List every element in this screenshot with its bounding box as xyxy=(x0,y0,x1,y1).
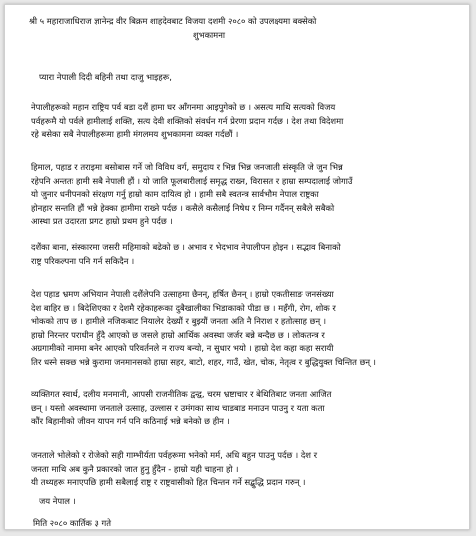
paragraph-line: अग्रगामीको नाममा बनेर आएको परिवर्तनले न राज्य बन्यो, न सुधार भयो । हाम्रो देश कहा कहा सरायी xyxy=(31,343,334,354)
paragraph-1 xyxy=(31,101,447,142)
paragraph-2 xyxy=(31,161,447,229)
paragraph-line: व्यक्तिगत स्वार्थ, दलीय मनमानी, आपसी राजनीतिक द्वन्द्व, चरम भ्रष्टाचार र बेथितिबाट जनता आजित xyxy=(31,389,332,399)
paragraph-line: तिर धस्ने सक्छ भन्ने कुरामा जनमानसको हाम्रा सहर, बाटो, शहर, गाउँ, खेत, चोक, नेतृत्व र बुद्धियुक्त चिन्तित छन् । xyxy=(31,356,376,367)
paragraph-line: भोकको ताप छ । हामीले नजिकबाट नियालेर देख्यौं र बुझ्यौं जनता अति नै निराश र हतोत्साह छन् । xyxy=(31,316,326,327)
paragraph-line: हिमाल, पहाड र तराइमा बसोबास गर्ने जो विविध वर्ग, समुदाय र भिन्न भिन्न जनजाती संस्कृति जे जुन भिन्न xyxy=(31,162,343,172)
paragraph-line: दशैंका बाना, संस्कारमा जसरी महिमाको बढेको छ । अभाव र भेदभाव नेपालीपन होइन । सद्भाव बिनाको xyxy=(31,242,341,252)
paragraph-6 xyxy=(31,449,447,490)
paragraph-5 xyxy=(31,388,447,429)
document-title-line-1: श्री ५ महाराजाधिराज ज्ञानेन्द्र वीर बिक्रम शाहदेवबाट विजया दशमी २०८० को उपलक्ष्यमा बक्सेको xyxy=(29,16,317,26)
salutation: प्यारा नेपाली दिदी बहिनी तथा दाजु भाइहरू, xyxy=(39,72,172,82)
closing-line: जय नेपाल । xyxy=(39,496,76,506)
paragraph-line: देश पहाड भ्रमण अभियान नेपाली दशैंलेपनि उत्साहमा छैनन्, हर्षित छैनन् । हाम्रो एकतीसाङ जनसंख्या xyxy=(31,289,334,299)
paragraph-line: रहेपनि अन्ततः हामी सबै नेपाली हौं । यो जाति फूलबारीलाई समृद्ध राख्न, विरासत र हाम्रा सम्पदालाई जोगाउँ xyxy=(31,175,353,186)
paragraph-3 xyxy=(31,241,447,268)
paragraph-line: पर्वहरूमै यो पर्वले हामीलाई शक्ति, सत्य देवी शक्तिको संवर्धन गर्न प्रेरणा प्रदान गर्दछ । देश तथा विदेशमा xyxy=(31,115,344,126)
document-title-line-2: शुभकामना xyxy=(193,30,226,40)
paragraph-line: जनता माथि अब कुनै प्रकारको जात हुनु हुँदैन - हाम्रो यही चाहना हो । xyxy=(31,463,239,474)
paragraph-line: यी तथ्यहरू मनाएपछि हामी सबैलाई राष्ट्र र राष्ट्रवासीको हित चिन्तन गर्ने सद्बुद्धि प्रदान गरुन् । xyxy=(31,477,306,488)
paragraph-line: देश बाहिर छ । बिदेशिएका र देशमै रहेकाहरूका दुबैखालीका भिडाकाको पीडा छ । महँगी, रोग, शोक र xyxy=(31,302,336,313)
paragraph-line: यो जुनार धनीपनको संरक्षण गर्नु हाम्रो काम दायित्व हो । हामी सबै स्वतन्त्र सार्वभौम नेपाल राष्ट्रका xyxy=(31,189,319,200)
paragraph-line: आस्था प्रत उदारता प्रगट हाम्रो प्रथम हुने पर्दछ । xyxy=(31,216,173,227)
paragraph-line: जनताले भोलेको र रोजेको सही गाम्भीर्यता पर्वहरूमा भनेको मर्म, अधि बहुन पाउनु पर्दछ । देश र xyxy=(31,450,318,460)
paragraph-line: कौंर बिहानीको जीवन यापन गर्न पनि कठिनाई भन्ने बनेको छ हीन । xyxy=(31,416,230,427)
paragraph-4 xyxy=(31,288,447,370)
document-page xyxy=(4,4,470,530)
paragraph-line: होनहार सन्तति हौं भन्ने हेक्का हामीमा राख्ने पर्दछ । कसैले कसैलाई निषेध र निम्न गर्दैनन् सबैले सबैको xyxy=(31,202,335,213)
paragraph-line: नेपालीहरूको महान राष्ट्रिय पर्व बडा दशैं हामा घर आँगनमा आइपुगेको छ । असत्य माथि सत्यको विजय xyxy=(31,102,336,112)
paragraph-line: छन् । यस्तो अवस्थामा जनताले उत्साह, उल्लास र उमंगका साथ चाडबाड मनाउन पाउनु र यता कता xyxy=(31,402,325,413)
paragraph-line: राष्ट्र परिकल्पना पनि गर्न सकिदैन । xyxy=(31,255,135,266)
paragraph-line: रहे बसेका सबै नेपालीहरूमा हामी मंगलमय शुभकामना व्यक्त गर्दछौं । xyxy=(31,129,239,140)
paragraph-line: हाम्रो निरन्तर पराधीन हुँदै आएको छ जसले हाम्रो आर्थिक अवस्था जर्जर बन्ने बन्दैछ छ । लोकतन्त्र र xyxy=(31,329,325,340)
document-date: मिति २०८० कार्तिक ३ गते xyxy=(33,518,112,528)
